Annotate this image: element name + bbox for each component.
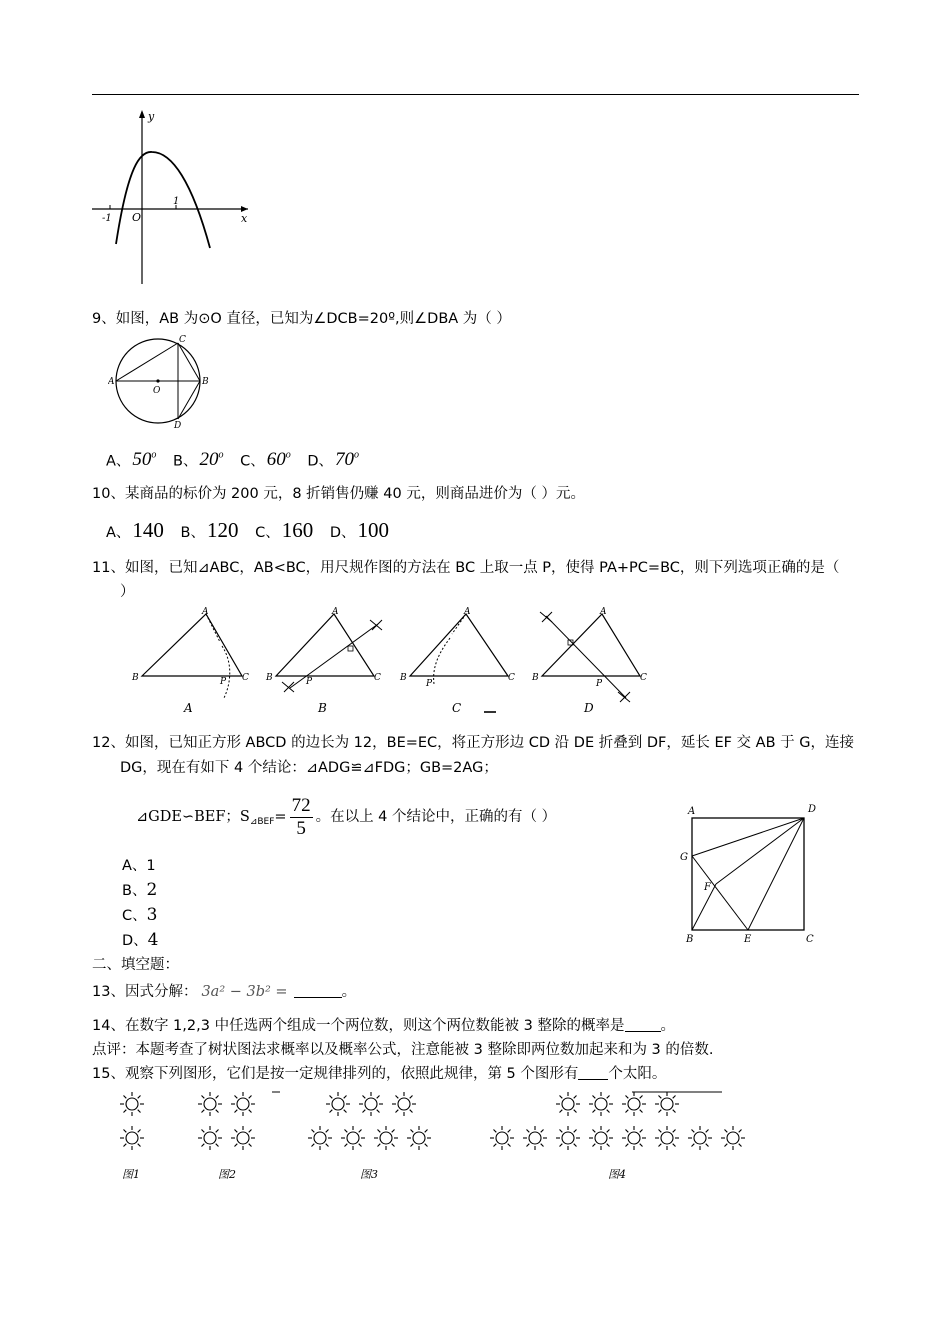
q12-option-a[interactable]: A、1 [122, 858, 156, 874]
q12-square-figure [680, 800, 820, 950]
q11-figure-d[interactable] [530, 606, 656, 718]
q14-answer-blank[interactable] [625, 1017, 661, 1032]
q15-caption-3: 图3 [360, 1168, 378, 1181]
svg-text:C: C [640, 673, 647, 683]
sun-icon [721, 1126, 745, 1150]
tick-pos-label: 1 [173, 196, 180, 207]
q10-option-d[interactable]: D、100 [329, 518, 389, 542]
q9-options [106, 444, 371, 473]
q12-text: 12、如图，已知正方形 ABCD 的边长为 12，BE=EC，将正方形边 CD 沿 DE 折叠到 DF，延长 EF 交 AB 于 G，连接 [92, 735, 854, 751]
svg-text:C: C [374, 673, 381, 683]
q10-option-c[interactable]: C、160 [255, 518, 314, 542]
q15-caption-4: 图4 [608, 1168, 626, 1181]
sun-icon [655, 1126, 679, 1150]
q15-caption-2: 图2 [218, 1168, 236, 1181]
q12-text-line3: ⊿GDE∽BEF；$S_{⊿BEF}=$ $\frac{72}{5}$ 。在以上 4 个结论中，正确的有（ ） [136, 794, 557, 839]
q9-circle-figure [108, 334, 212, 430]
q10-option-b[interactable]: B、120 [180, 518, 239, 542]
q9-label-b: B [202, 377, 209, 387]
svg-text:P: P [220, 677, 227, 687]
svg-text:B: B [132, 673, 139, 683]
x-axis-label: x [241, 212, 248, 225]
parabola-graph [88, 106, 258, 288]
svg-text:B: B [686, 934, 694, 945]
q9-option-a[interactable]: A、 50$^o$ [106, 449, 157, 471]
sun-icon [655, 1092, 679, 1116]
svg-text:A: A [600, 607, 607, 617]
q11-caption-d: D [584, 701, 594, 715]
sun-icon [120, 1092, 144, 1116]
q9-label-o: O [153, 386, 161, 396]
svg-text:P: P [426, 679, 433, 689]
q12-fraction: $\frac{72}{5}$ [291, 794, 311, 839]
sun-icon [231, 1092, 255, 1116]
sun-icon [231, 1126, 255, 1150]
svg-text:P: P [596, 679, 603, 689]
sun-icon [308, 1126, 332, 1150]
q13-expression: 3a² − 3b² = [201, 984, 288, 1000]
q9-option-c[interactable]: C、 60$^o$ [240, 449, 291, 471]
q12-text-cont: DG，现在有如下 4 个结论：⊿ADG≌⊿FDG；GB=2AG； [120, 760, 498, 776]
sun-icon [490, 1126, 514, 1150]
q12-option-b[interactable]: B、2 [122, 880, 158, 900]
q14-text: 14、在数字 1,2,3 中任选两个组成一个两位数，则这个两位数能被 3 整除的概率是 。 [92, 1018, 676, 1034]
svg-text:E: E [744, 934, 752, 945]
svg-text:A: A [688, 806, 696, 817]
tick-neg-label: -1 [102, 213, 112, 224]
q11-caption-c: C [452, 701, 462, 715]
sun-icon [198, 1126, 222, 1150]
q11-figure-c[interactable] [396, 606, 524, 718]
q13-text: 13、因式分解： 3a² − 3b² = 。 [92, 984, 357, 1000]
sun-icon [589, 1092, 613, 1116]
sun-icon [392, 1092, 416, 1116]
sun-icon [589, 1126, 613, 1150]
q15-suns-figure [92, 1086, 772, 1186]
sun-icon [198, 1092, 222, 1116]
sun-icon [341, 1126, 365, 1150]
q13-answer-blank[interactable] [294, 983, 342, 998]
q11-caption-b: B [318, 701, 327, 715]
section-title-fill-blank: 二、填空题： [92, 957, 179, 973]
sun-icon [120, 1126, 144, 1150]
q9-option-b[interactable]: B、 20$^o$ [173, 449, 224, 471]
q12-option-d[interactable]: D、4 [122, 930, 159, 950]
origin-label: O [132, 211, 142, 224]
q11-text-cont: ） [120, 584, 135, 600]
q9-label-a: A [108, 377, 115, 387]
sun-icon [622, 1092, 646, 1116]
sun-icon [359, 1092, 383, 1116]
sun-icon [407, 1126, 431, 1150]
sun-icon [523, 1126, 547, 1150]
sun-icon [622, 1126, 646, 1150]
header-rule [92, 94, 859, 95]
q11-figure-b[interactable] [262, 606, 390, 718]
svg-text:P: P [306, 677, 313, 687]
svg-text:B: B [400, 673, 407, 683]
review-note: 点评：本题考查了树状图法求概率以及概率公式，注意能被 3 整除即两位数加起来和为 3 的倍数. [92, 1042, 714, 1058]
q11-caption-a: A [184, 701, 193, 715]
svg-text:C: C [508, 673, 515, 683]
sun-icon [556, 1092, 580, 1116]
q10-option-a[interactable]: A、140 [106, 518, 164, 542]
svg-text:D: D [808, 804, 817, 815]
q9-label-c: C [179, 335, 186, 345]
svg-text:C: C [242, 673, 249, 683]
q10-options [106, 518, 401, 545]
q12-option-c[interactable]: C、3 [122, 905, 158, 925]
svg-text:B: B [266, 673, 273, 683]
svg-text:A: A [202, 607, 209, 617]
sun-icon [688, 1126, 712, 1150]
q9-label-d: D [174, 421, 182, 430]
sun-icon [556, 1126, 580, 1150]
q9-text: 9、如图，AB 为⊙O 直径，已知为∠DCB=20º,则∠DBA 为（ ） [92, 311, 511, 327]
q15-caption-1: 图1 [122, 1168, 140, 1181]
q9-option-d[interactable]: D、 70$^o$ [307, 449, 359, 471]
svg-text:F: F [704, 882, 711, 893]
sun-icon [326, 1092, 350, 1116]
q15-text: 15、观察下列图形，它们是按一定规律排列的，依照此规律，第 5 个图形有 个太阳。 [92, 1066, 667, 1082]
q11-figure-a[interactable] [128, 606, 254, 718]
q10-text: 10、某商品的标价为 200 元，8 折销售仍赚 40 元，则商品进价为（ ）元。 [92, 486, 585, 502]
svg-text:A: A [332, 607, 339, 617]
svg-text:C: C [806, 934, 814, 945]
svg-text:G: G [680, 852, 688, 863]
svg-text:A: A [464, 607, 471, 617]
q11-text: 11、如图，已知⊿ABC，AB<BC，用尺规作图的方法在 BC 上取一点 P，使得 PA+PC=BC，则下列选项正确的是（ [92, 560, 840, 576]
svg-text:B: B [532, 673, 539, 683]
sun-icon [374, 1126, 398, 1150]
q15-answer-blank[interactable] [578, 1065, 608, 1080]
y-axis-label: y [148, 110, 155, 123]
